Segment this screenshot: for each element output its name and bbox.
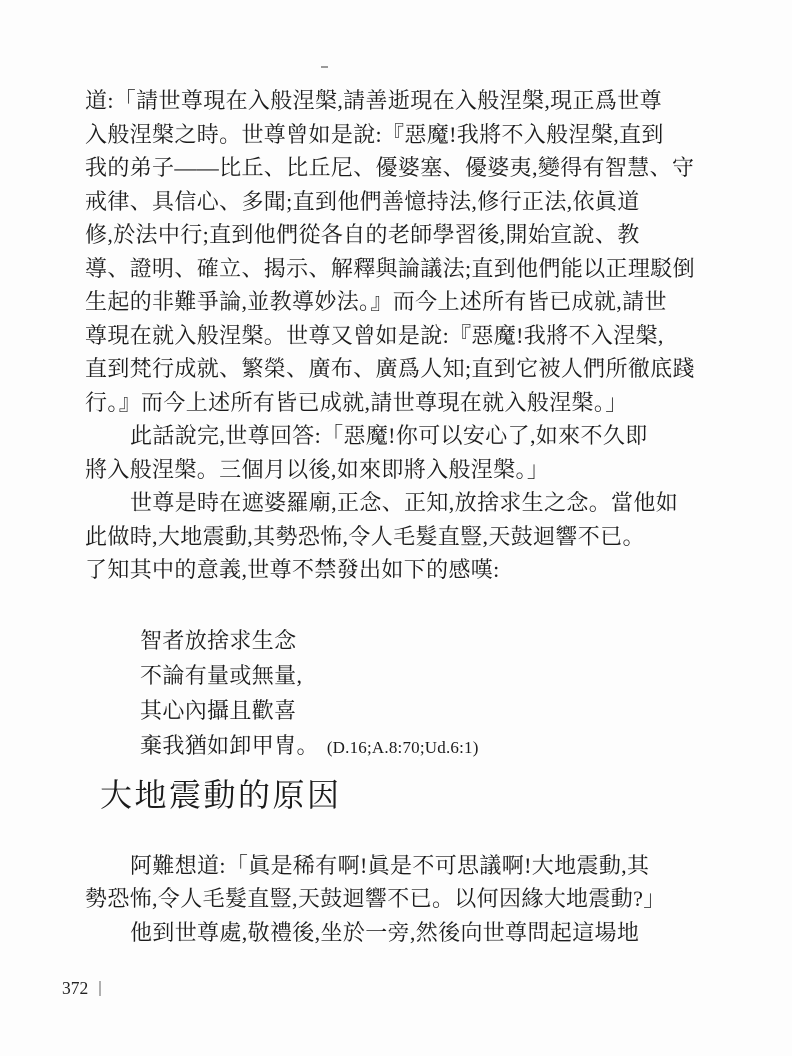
text-line: 將入般涅槃。三個月以後,如來即將入般涅槃。」 — [85, 456, 550, 482]
footer-divider — [99, 981, 101, 996]
text-line: 他到世尊處,敬禮後,坐於一旁,然後向世尊問起這場地 — [130, 919, 640, 945]
verse-line: 智者放捨求生念 — [140, 627, 297, 653]
text-line: 勢恐怖,令人毛髮直豎,天鼓迴響不已。以何因緣大地震動?」 — [85, 886, 666, 911]
text-line: 生起的非難爭論,並教導妙法。』而今上述所有皆已成就,請世 — [85, 289, 667, 314]
text-line: 此做時,大地震動,其勢恐怖,令人毛髮直豎,天鼓迴響不已。 — [85, 523, 645, 549]
text-line: 世尊是時在遮婆羅廟,正念、正知,放捨求生之念。當他如 — [130, 490, 679, 515]
verse-line-text: 棄我猶如卸甲冑。 — [140, 732, 319, 758]
verse-line — [140, 728, 725, 763]
section-heading: 大地震動的原因 — [100, 776, 342, 813]
text-line: 入般涅槃之時。世尊曾如是說:『惡魔!我將不入般涅槃,直到 — [85, 121, 664, 147]
paragraph-earthquake — [85, 486, 725, 587]
text-line: 直到梵行成就、繁榮、廣布、廣爲人知;直到它被人們所徹底踐 — [85, 356, 695, 381]
verse-block — [140, 623, 725, 763]
text-line: 了知其中的意義,世尊不禁發出如下的感嘆: — [85, 557, 500, 582]
sutta-citation: (D.16;A.8:70;Ud.6:1) — [326, 737, 479, 757]
page-number: 372 — [62, 978, 89, 998]
text-line: 修,於法中行;直到他們從各自的老師學習後,開始宣說、教 — [85, 222, 640, 247]
text-line: 我的弟子——比丘、比丘尼、優婆塞、優婆夷,變得有智慧、守 — [85, 155, 695, 180]
text-line: 導、證明、確立、揭示、解釋與論議法;直到他們能以正理駁倒 — [85, 255, 695, 281]
text-line: 行。』而今上述所有皆已成就,請世尊現在就入般涅槃。」 — [85, 389, 628, 415]
page-footer — [62, 978, 101, 999]
verse-line: 其心內攝且歡喜 — [140, 697, 297, 723]
text-line: 阿難想道:「眞是稀有啊!眞是不可思議啊!大地震動,其 — [130, 852, 650, 878]
verse-line: 不論有量或無量, — [140, 662, 303, 688]
text-line: 此話說完,世尊回答:「惡魔!你可以安心了,如來不久即 — [130, 423, 648, 448]
paragraph-ananda-wonders — [85, 849, 725, 950]
text-line: 尊現在就入般涅槃。世尊又曾如是說:『惡魔!我將不入涅槃, — [85, 322, 664, 348]
text-line: 道:「請世尊現在入般涅槃,請善逝現在入般涅槃,現正爲世尊 — [85, 88, 662, 113]
paragraph-buddha-reply — [85, 419, 725, 486]
page-content — [85, 0, 725, 949]
paragraph-mara-request — [85, 84, 725, 419]
text-line: 戒律、具信心、多聞;直到他們善憶持法,修行正法,依眞道 — [85, 188, 640, 214]
